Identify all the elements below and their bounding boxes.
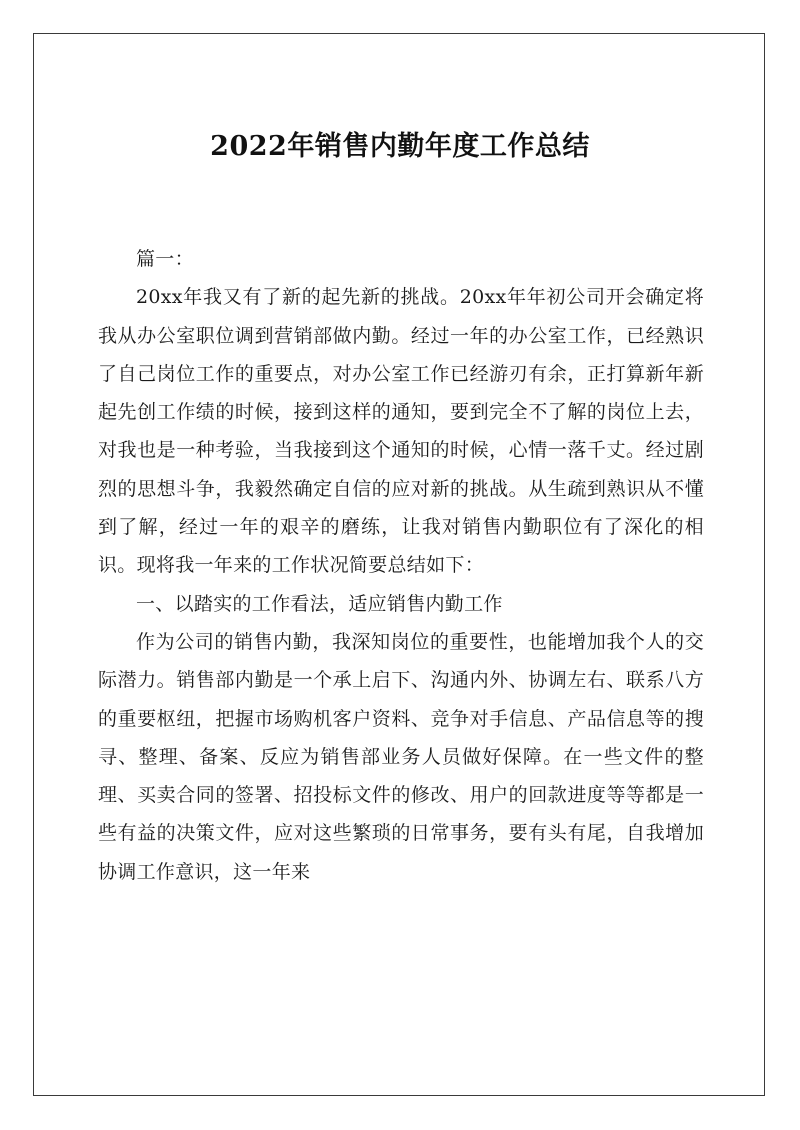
body-paragraph: 20xx年我又有了新的起先新的挑战。20xx年年初公司开会确定将我从办公室职位调到营销部做内勤。经过一年的办公室工作，已经熟识了自己岗位工作的重要点，对办公室工作已经游刃有余，正打算新年新起先创工作绩的时候，接到这样的通知，要到完全不了解的岗位上去，对我也是一种考验，当我接到这个通知的时候，心情一落千丈。经过剧烈的思想斗争，我毅然确定自信的应对新的挑战。从生疏到熟识从不懂到了解，经过一年的艰辛的磨练，让我对销售内勤职位有了深化的相识。现将我一年来的工作状况简要总结如下：	[98, 286, 704, 577]
document-body	[98, 240, 704, 891]
document-title: 2022年销售内勤年度工作总结	[210, 131, 590, 162]
body-paragraph: 作为公司的销售内勤，我深知岗位的重要性，也能增加我个人的交际潜力。销售部内勤是一个承上启下、沟通内外、协调左右、联系八方的重要枢纽，把握市场购机客户资料、竞争对手信息、产品信息等的搜寻、整理、备案、反应为销售部业务人员做好保障。在一些文件的整理、买卖合同的签署、招投标文件的修改、用户的回款进度等等都是一些有益的决策文件，应对这些繁琐的日常事务，要有头有尾，自我增加协调工作意识，这一年来	[98, 630, 704, 883]
section-heading: 一、以踏实的工作看法，适应销售内勤工作	[136, 592, 503, 615]
section-label: 篇一：	[136, 248, 194, 270]
